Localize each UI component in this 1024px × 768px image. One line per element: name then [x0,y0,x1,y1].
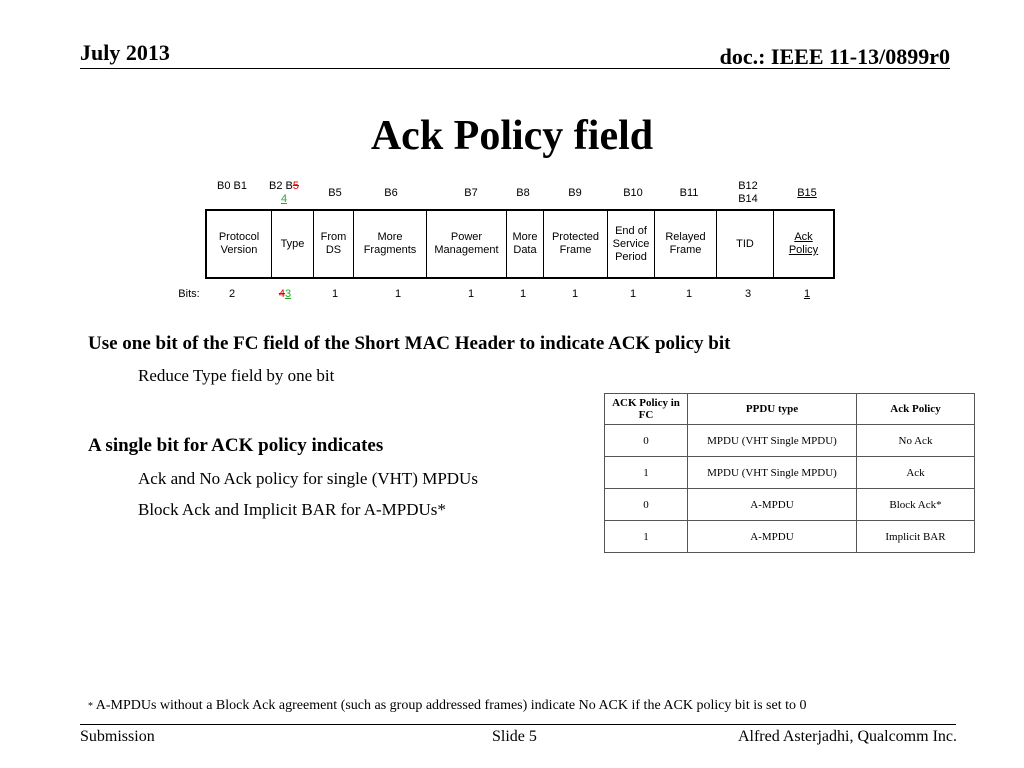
table-cell: MPDU (VHT Single MPDU) [688,457,857,489]
bit-label-more-data: B8 [516,187,530,199]
table-cell: MPDU (VHT Single MPDU) [688,425,857,457]
bit-label-type [262,180,306,206]
bits-type-deleted: 4 [278,288,285,300]
footnote-text: A-MPDUs without a Block Ack agreement (such as group addressed frames) indicate No ACK if the ACK policy bit is set to 0 [95,698,807,713]
footer-divider [80,724,956,725]
field-protocol-version: Protocol Version [207,211,272,277]
bit-label-more-fragments: B6 [384,187,398,199]
bits-relayed-frame: 1 [685,288,693,300]
bit-label-protected-frame: B9 [568,187,582,199]
bullet-block-ack-bar: Block Ack and Implicit BAR for A-MPDUs* [138,500,446,519]
header-doc-id: doc.: IEEE 11-13/0899r0 [719,44,950,69]
bit-label-tid: B12 B14 [738,180,758,205]
bit-label-type-inserted: 4 [280,193,288,205]
footnote [88,698,807,714]
table-cell: Ack [857,457,975,489]
table-header-ack-policy: Ack Policy [857,394,975,425]
bit-label-power-management: B7 [464,187,478,199]
table-row [605,489,975,521]
field-relayed-frame: Relayed Frame [655,211,717,277]
bit-label-type-text: B2 B [269,180,293,192]
table-header-ack-policy-in-fc: ACK Policy in FC [605,394,688,425]
field-from-ds: From DS [314,211,354,277]
bits-more-fragments: 1 [394,288,402,300]
bits-ack-policy: 1 [803,288,811,300]
slide-title: Ack Policy field [370,113,654,159]
bits-protected-frame: 1 [571,288,579,300]
field-end-of-service-period: End of Service Period [608,211,655,277]
table-cell: Implicit BAR [857,521,975,553]
footer-submission: Submission [80,728,155,745]
table-header-row [605,394,975,425]
ack-policy-table [604,393,975,553]
field-more-data: More Data [507,211,544,277]
table-header-ppdu-type: PPDU type [688,394,857,425]
bits-type [273,288,297,301]
table-cell: A-MPDU [688,521,857,553]
bits-type-inserted: 3 [285,288,292,300]
bit-label-from-ds: B5 [328,187,342,199]
field-protected-frame: Protected Frame [544,211,608,277]
bit-label-ack-policy: B15 [797,187,817,199]
field-more-fragments: More Fragments [354,211,427,277]
bit-label-relayed-frame: B11 [679,187,699,199]
bits-row-label: Bits: [178,288,200,300]
bullet-reduce-type-field: Reduce Type field by one bit [138,366,335,385]
bit-label-eosp: B10 [623,187,643,199]
field-type: Type [272,211,314,277]
bits-protocol-version: 2 [228,288,236,300]
bullet-single-bit-ack: A single bit for ACK policy indicates [88,435,384,456]
footer-slide-number: Slide 5 [492,728,537,745]
header-date: July 2013 [80,40,170,65]
frame-control-fields [205,209,835,279]
table-cell: 0 [605,425,688,457]
table-cell: 1 [605,521,688,553]
bullet-short-mac-header: Use one bit of the FC field of the Short MAC Header to indicate ACK policy bit [88,333,731,354]
field-power-management: Power Management [427,211,507,277]
table-row [605,425,975,457]
bits-from-ds: 1 [331,288,339,300]
bit-label-type-deleted: 5 [292,180,299,192]
table-cell: No Ack [857,425,975,457]
bits-tid: 3 [744,288,752,300]
table-cell: 1 [605,457,688,489]
table-cell: A-MPDU [688,489,857,521]
table-row [605,521,975,553]
table-cell: 0 [605,489,688,521]
bits-eosp: 1 [629,288,637,300]
bit-label-protocol-version: B0 B1 [217,180,247,192]
field-ack-policy: Ack Policy [788,231,819,256]
field-tid: TID [717,211,774,277]
bits-more-data: 1 [519,288,527,300]
table-cell: Block Ack* [857,489,975,521]
table-row [605,457,975,489]
footnote-marker: * [88,701,93,712]
bullet-ack-no-ack: Ack and No Ack policy for single (VHT) MPDUs [138,469,478,488]
footer-author: Alfred Asterjadhi, Qualcomm Inc. [737,728,957,745]
header-divider [80,68,950,69]
bits-power-management: 1 [467,288,475,300]
